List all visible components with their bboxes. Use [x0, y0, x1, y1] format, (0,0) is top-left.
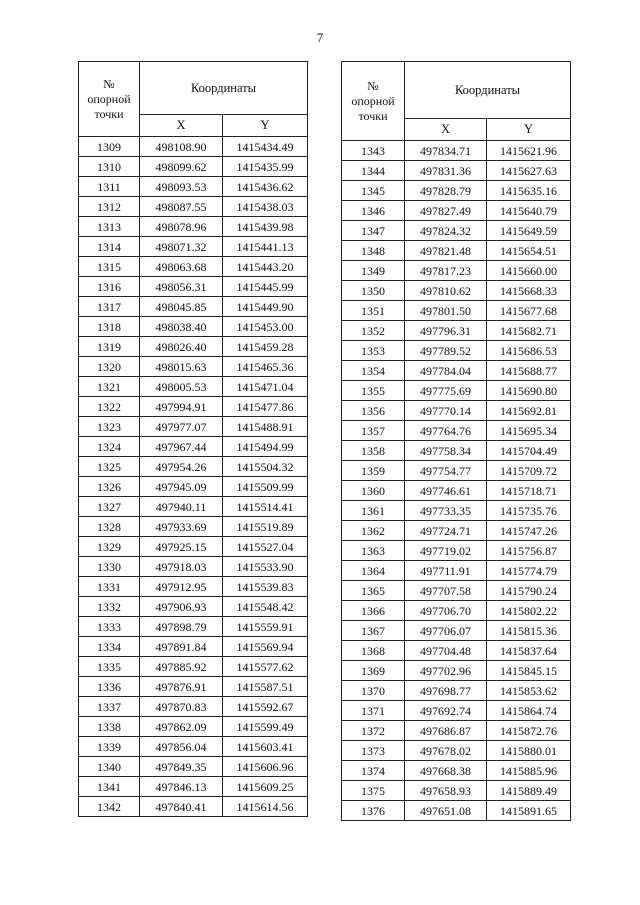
table-row: [79, 237, 308, 257]
x-value-cell: 497651.08: [405, 801, 487, 821]
table-row: [79, 577, 308, 597]
x-value-cell: 497891.84: [140, 637, 223, 657]
point-number-cell: 1374: [342, 761, 405, 781]
point-number-cell: 1349: [342, 261, 405, 281]
table-row: [342, 241, 571, 261]
table-row: [342, 801, 571, 821]
point-number-cell: 1370: [342, 681, 405, 701]
page-number: 7: [316, 30, 324, 45]
x-value-cell: 497828.79: [405, 181, 487, 201]
point-number-cell: 1357: [342, 421, 405, 441]
table-row: [79, 217, 308, 237]
point-number-cell: 1376: [342, 801, 405, 821]
point-number-symbol: №: [367, 78, 379, 93]
point-number-header: [79, 62, 140, 137]
table-row: [342, 421, 571, 441]
y-value-cell: 1415837.64: [487, 641, 571, 661]
point-number-cell: 1329: [79, 537, 140, 557]
x-value-cell: 498063.68: [140, 257, 223, 277]
table-row: [79, 137, 308, 157]
point-number-cell: 1342: [79, 797, 140, 817]
table-row: [79, 637, 308, 657]
point-number-cell: 1351: [342, 301, 405, 321]
point-number-cell: 1356: [342, 401, 405, 421]
table-row: [342, 761, 571, 781]
table-row: [79, 417, 308, 437]
point-number-cell: 1373: [342, 741, 405, 761]
point-number-cell: 1322: [79, 397, 140, 417]
table-row: [342, 201, 571, 221]
table-row: [79, 717, 308, 737]
y-value-cell: 1415891.65: [487, 801, 571, 821]
y-value-cell: 1415690.80: [487, 381, 571, 401]
table-row: [342, 781, 571, 801]
table-row: [79, 497, 308, 517]
point-number-cell: 1333: [79, 617, 140, 637]
point-number-word1: опорной: [87, 91, 131, 106]
y-value-cell: 1415514.41: [223, 497, 308, 517]
y-value-cell: 1415488.91: [223, 417, 308, 437]
y-value-cell: 1415635.16: [487, 181, 571, 201]
x-value-cell: 497912.95: [140, 577, 223, 597]
y-value-cell: 1415640.79: [487, 201, 571, 221]
point-number-cell: 1325: [79, 457, 140, 477]
table-row: [342, 461, 571, 481]
y-value-cell: 1415718.71: [487, 481, 571, 501]
x-value-cell: 497994.91: [140, 397, 223, 417]
point-number-header: [342, 62, 405, 141]
x-value-cell: 497862.09: [140, 717, 223, 737]
y-value-cell: 1415449.90: [223, 297, 308, 317]
point-number-cell: 1371: [342, 701, 405, 721]
table-row: [79, 337, 308, 357]
point-number-cell: 1341: [79, 777, 140, 797]
point-number-word1: опорной: [351, 93, 395, 108]
point-number-cell: 1353: [342, 341, 405, 361]
point-number-cell: 1347: [342, 221, 405, 241]
point-number-word2: точки: [94, 106, 124, 121]
table-row: [79, 557, 308, 577]
y-value-cell: 1415577.62: [223, 657, 308, 677]
point-number-cell: 1331: [79, 577, 140, 597]
y-value-cell: 1415434.49: [223, 137, 308, 157]
table-row: [342, 741, 571, 761]
table-row: [342, 721, 571, 741]
y-value-cell: 1415853.62: [487, 681, 571, 701]
x-value-cell: 497810.62: [405, 281, 487, 301]
y-value-cell: 1415692.81: [487, 401, 571, 421]
x-value-cell: 498108.90: [140, 137, 223, 157]
table-row: [342, 321, 571, 341]
x-value-cell: 497719.02: [405, 541, 487, 561]
y-value-cell: 1415443.20: [223, 257, 308, 277]
point-number-cell: 1320: [79, 357, 140, 377]
x-value-cell: 497668.38: [405, 761, 487, 781]
point-number-cell: 1314: [79, 237, 140, 257]
y-value-cell: 1415606.96: [223, 757, 308, 777]
point-number-cell: 1339: [79, 737, 140, 757]
x-value-cell: 498015.63: [140, 357, 223, 377]
x-value-cell: 497918.03: [140, 557, 223, 577]
y-header: Y: [223, 115, 308, 137]
table-row: [79, 737, 308, 757]
table-row: [79, 457, 308, 477]
x-value-cell: 497706.70: [405, 601, 487, 621]
y-value-cell: 1415453.00: [223, 317, 308, 337]
x-value-cell: 497840.41: [140, 797, 223, 817]
y-value-cell: 1415649.59: [487, 221, 571, 241]
table-row: [79, 657, 308, 677]
point-number-cell: 1368: [342, 641, 405, 661]
table-row: [79, 777, 308, 797]
y-value-cell: 1415688.77: [487, 361, 571, 381]
x-value-cell: 497846.13: [140, 777, 223, 797]
point-number-cell: 1335: [79, 657, 140, 677]
y-value-cell: 1415527.04: [223, 537, 308, 557]
point-number-cell: 1363: [342, 541, 405, 561]
y-value-cell: 1415686.53: [487, 341, 571, 361]
x-value-cell: 497758.34: [405, 441, 487, 461]
y-value-cell: 1415548.42: [223, 597, 308, 617]
y-value-cell: 1415435.99: [223, 157, 308, 177]
table-row: [342, 661, 571, 681]
table-row: [79, 197, 308, 217]
point-number-cell: 1352: [342, 321, 405, 341]
y-value-cell: 1415668.33: [487, 281, 571, 301]
x-value-cell: 497658.93: [405, 781, 487, 801]
table-row: [342, 381, 571, 401]
table-row: [79, 477, 308, 497]
table-row: [342, 681, 571, 701]
x-value-cell: 498087.55: [140, 197, 223, 217]
point-number-cell: 1367: [342, 621, 405, 641]
y-value-cell: 1415459.28: [223, 337, 308, 357]
x-value-cell: 497925.15: [140, 537, 223, 557]
y-value-cell: 1415885.96: [487, 761, 571, 781]
x-value-cell: 497885.92: [140, 657, 223, 677]
point-number-cell: 1350: [342, 281, 405, 301]
x-value-cell: 497906.93: [140, 597, 223, 617]
y-header: Y: [487, 119, 571, 141]
point-number-cell: 1328: [79, 517, 140, 537]
y-value-cell: 1415509.99: [223, 477, 308, 497]
point-number-cell: 1316: [79, 277, 140, 297]
x-value-cell: 498038.40: [140, 317, 223, 337]
point-number-cell: 1309: [79, 137, 140, 157]
point-number-cell: 1344: [342, 161, 405, 181]
point-number-cell: 1330: [79, 557, 140, 577]
table-row: [342, 261, 571, 281]
point-number-cell: 1354: [342, 361, 405, 381]
point-number-cell: 1364: [342, 561, 405, 581]
table-row: [79, 597, 308, 617]
point-number-cell: 1340: [79, 757, 140, 777]
x-value-cell: 497977.07: [140, 417, 223, 437]
table-row: [342, 341, 571, 361]
point-number-cell: 1360: [342, 481, 405, 501]
table-row: [79, 157, 308, 177]
point-number-cell: 1355: [342, 381, 405, 401]
table-row: [342, 581, 571, 601]
x-value-cell: 497821.48: [405, 241, 487, 261]
x-value-cell: 497824.32: [405, 221, 487, 241]
point-number-cell: 1343: [342, 141, 405, 161]
table-row: [79, 437, 308, 457]
point-number-cell: 1315: [79, 257, 140, 277]
y-value-cell: 1415802.22: [487, 601, 571, 621]
y-value-cell: 1415477.86: [223, 397, 308, 417]
table-row: [79, 177, 308, 197]
x-value-cell: 497678.02: [405, 741, 487, 761]
table-row: [342, 541, 571, 561]
x-value-cell: 497702.96: [405, 661, 487, 681]
point-number-cell: 1323: [79, 417, 140, 437]
x-value-cell: 497692.74: [405, 701, 487, 721]
y-value-cell: 1415654.51: [487, 241, 571, 261]
y-value-cell: 1415438.03: [223, 197, 308, 217]
y-value-cell: 1415569.94: [223, 637, 308, 657]
x-value-cell: 497870.83: [140, 697, 223, 717]
x-value-cell: 498026.40: [140, 337, 223, 357]
y-value-cell: 1415614.56: [223, 797, 308, 817]
point-number-cell: 1366: [342, 601, 405, 621]
table-row: [342, 701, 571, 721]
y-value-cell: 1415471.04: [223, 377, 308, 397]
x-value-cell: 497801.50: [405, 301, 487, 321]
point-number-cell: 1334: [79, 637, 140, 657]
y-value-cell: 1415599.49: [223, 717, 308, 737]
table-row: [342, 281, 571, 301]
x-value-cell: 498005.53: [140, 377, 223, 397]
table-row: [342, 621, 571, 641]
y-value-cell: 1415494.99: [223, 437, 308, 457]
table-row: [79, 677, 308, 697]
table-row: [79, 257, 308, 277]
x-value-cell: 497940.11: [140, 497, 223, 517]
x-value-cell: 497704.48: [405, 641, 487, 661]
y-value-cell: 1415815.36: [487, 621, 571, 641]
coordinates-table-left: [78, 61, 308, 817]
x-value-cell: 498093.53: [140, 177, 223, 197]
x-value-cell: 497827.49: [405, 201, 487, 221]
point-number-cell: 1326: [79, 477, 140, 497]
x-value-cell: 498078.96: [140, 217, 223, 237]
table-row: [79, 757, 308, 777]
point-number-cell: 1312: [79, 197, 140, 217]
point-number-cell: 1336: [79, 677, 140, 697]
point-number-cell: 1345: [342, 181, 405, 201]
y-value-cell: 1415445.99: [223, 277, 308, 297]
y-value-cell: 1415539.83: [223, 577, 308, 597]
x-value-cell: 497898.79: [140, 617, 223, 637]
point-number-cell: 1313: [79, 217, 140, 237]
x-value-cell: 497796.31: [405, 321, 487, 341]
point-number-word2: точки: [358, 108, 388, 123]
table-row: [79, 617, 308, 637]
x-value-cell: 497834.71: [405, 141, 487, 161]
point-number-cell: 1359: [342, 461, 405, 481]
table-row: [342, 501, 571, 521]
point-number-cell: 1372: [342, 721, 405, 741]
table-row: [342, 161, 571, 181]
y-value-cell: 1415533.90: [223, 557, 308, 577]
point-number-cell: 1327: [79, 497, 140, 517]
x-value-cell: 497789.52: [405, 341, 487, 361]
x-value-cell: 497876.91: [140, 677, 223, 697]
y-value-cell: 1415559.91: [223, 617, 308, 637]
y-value-cell: 1415774.79: [487, 561, 571, 581]
x-header: X: [405, 119, 487, 141]
table-row: [342, 521, 571, 541]
y-value-cell: 1415682.71: [487, 321, 571, 341]
y-value-cell: 1415704.49: [487, 441, 571, 461]
y-value-cell: 1415677.68: [487, 301, 571, 321]
x-value-cell: 497817.23: [405, 261, 487, 281]
table-row: [79, 277, 308, 297]
point-number-cell: 1365: [342, 581, 405, 601]
x-value-cell: 497775.69: [405, 381, 487, 401]
table-row: [79, 317, 308, 337]
y-value-cell: 1415439.98: [223, 217, 308, 237]
table-row: [79, 397, 308, 417]
table-row: [342, 481, 571, 501]
x-value-cell: 497849.35: [140, 757, 223, 777]
x-header: X: [140, 115, 223, 137]
y-value-cell: 1415864.74: [487, 701, 571, 721]
table-row: [342, 401, 571, 421]
x-value-cell: 497698.77: [405, 681, 487, 701]
point-number-cell: 1369: [342, 661, 405, 681]
table-row: [79, 357, 308, 377]
coordinates-header: Координаты: [405, 62, 571, 119]
x-value-cell: 497764.76: [405, 421, 487, 441]
table-row: [79, 517, 308, 537]
y-value-cell: 1415621.96: [487, 141, 571, 161]
y-value-cell: 1415790.24: [487, 581, 571, 601]
table-row: [342, 441, 571, 461]
point-number-cell: 1321: [79, 377, 140, 397]
x-value-cell: 497856.04: [140, 737, 223, 757]
y-value-cell: 1415756.87: [487, 541, 571, 561]
x-value-cell: 497733.35: [405, 501, 487, 521]
table-row: [79, 377, 308, 397]
y-value-cell: 1415609.25: [223, 777, 308, 797]
x-value-cell: 497746.61: [405, 481, 487, 501]
point-number-cell: 1346: [342, 201, 405, 221]
point-number-cell: 1361: [342, 501, 405, 521]
table-row: [79, 797, 308, 817]
x-value-cell: 498045.85: [140, 297, 223, 317]
left-table-body: [79, 137, 308, 817]
table-row: [342, 221, 571, 241]
point-number-symbol: №: [103, 76, 115, 91]
table-row: [79, 697, 308, 717]
point-number-cell: 1310: [79, 157, 140, 177]
y-value-cell: 1415603.41: [223, 737, 308, 757]
table-row: [342, 301, 571, 321]
x-value-cell: 498099.62: [140, 157, 223, 177]
table-row: [342, 601, 571, 621]
x-value-cell: 497754.77: [405, 461, 487, 481]
x-value-cell: 497784.04: [405, 361, 487, 381]
point-number-cell: 1317: [79, 297, 140, 317]
point-number-cell: 1324: [79, 437, 140, 457]
x-value-cell: 497954.26: [140, 457, 223, 477]
table-row: [342, 181, 571, 201]
x-value-cell: 497686.87: [405, 721, 487, 741]
y-value-cell: 1415660.00: [487, 261, 571, 281]
y-value-cell: 1415627.63: [487, 161, 571, 181]
y-value-cell: 1415735.76: [487, 501, 571, 521]
y-value-cell: 1415465.36: [223, 357, 308, 377]
y-value-cell: 1415519.89: [223, 517, 308, 537]
y-value-cell: 1415880.01: [487, 741, 571, 761]
x-value-cell: 497945.09: [140, 477, 223, 497]
point-number-cell: 1337: [79, 697, 140, 717]
x-value-cell: 497967.44: [140, 437, 223, 457]
y-value-cell: 1415872.76: [487, 721, 571, 741]
y-value-cell: 1415889.49: [487, 781, 571, 801]
point-number-cell: 1338: [79, 717, 140, 737]
y-value-cell: 1415436.62: [223, 177, 308, 197]
y-value-cell: 1415587.51: [223, 677, 308, 697]
x-value-cell: 497707.58: [405, 581, 487, 601]
x-value-cell: 498056.31: [140, 277, 223, 297]
point-number-cell: 1348: [342, 241, 405, 261]
coordinates-table-right: [341, 61, 571, 821]
y-value-cell: 1415845.15: [487, 661, 571, 681]
x-value-cell: 497724.71: [405, 521, 487, 541]
y-value-cell: 1415695.34: [487, 421, 571, 441]
y-value-cell: 1415747.26: [487, 521, 571, 541]
right-table-body: [342, 141, 571, 821]
point-number-cell: 1362: [342, 521, 405, 541]
x-value-cell: 497933.69: [140, 517, 223, 537]
x-value-cell: 497831.36: [405, 161, 487, 181]
table-row: [79, 537, 308, 557]
table-row: [342, 141, 571, 161]
x-value-cell: 498071.32: [140, 237, 223, 257]
y-value-cell: 1415592.67: [223, 697, 308, 717]
y-value-cell: 1415441.13: [223, 237, 308, 257]
x-value-cell: 497706.07: [405, 621, 487, 641]
point-number-cell: 1311: [79, 177, 140, 197]
y-value-cell: 1415504.32: [223, 457, 308, 477]
x-value-cell: 497711.91: [405, 561, 487, 581]
point-number-cell: 1332: [79, 597, 140, 617]
x-value-cell: 497770.14: [405, 401, 487, 421]
point-number-cell: 1318: [79, 317, 140, 337]
table-row: [342, 361, 571, 381]
table-row: [79, 297, 308, 317]
point-number-cell: 1375: [342, 781, 405, 801]
table-row: [342, 641, 571, 661]
y-value-cell: 1415709.72: [487, 461, 571, 481]
coordinates-header: Координаты: [140, 62, 308, 115]
point-number-cell: 1358: [342, 441, 405, 461]
table-row: [342, 561, 571, 581]
point-number-cell: 1319: [79, 337, 140, 357]
